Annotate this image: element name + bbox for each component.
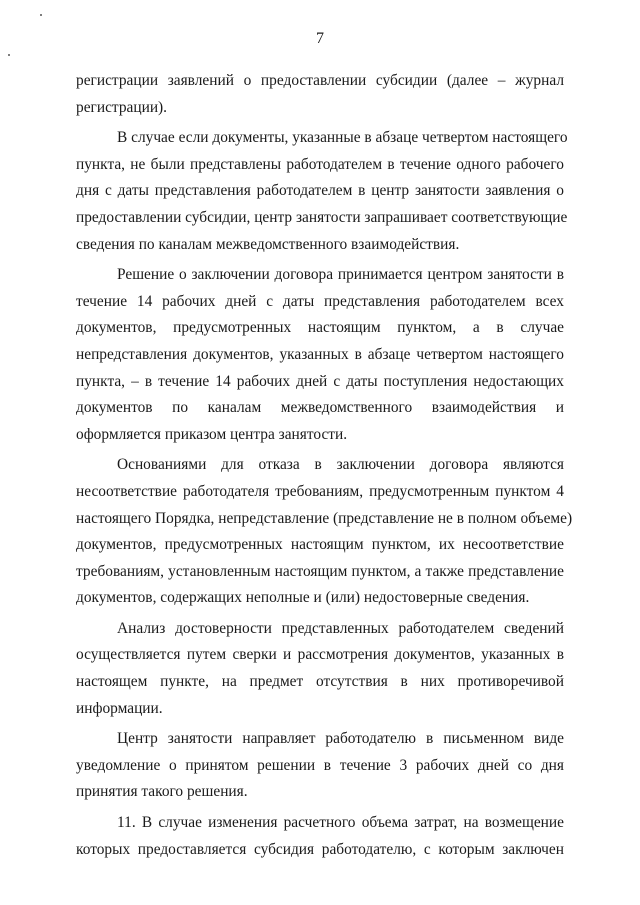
text-line: документов по каналам межведомственного взаимодействия и: [76, 399, 564, 417]
text-line: непредставления документов, указанных в абзаце четвертом настоящего: [76, 345, 564, 363]
text-line: оформляется приказом центра занятости.: [76, 425, 348, 443]
paragraph: [76, 125, 568, 258]
text-line: принятия такого решения.: [76, 783, 248, 801]
text-line: осуществляется путем сверки и рассмотрения документов, указанных в: [76, 646, 564, 664]
page-number: 7: [316, 30, 324, 47]
text-line: сведения по каналам межведомственного взаимодействия.: [76, 235, 460, 253]
text-line: Центр занятости направляет работодателю в письменном виде: [117, 730, 564, 748]
text-line: настоящего Порядка, непредставление (представление не в полном объеме): [76, 509, 573, 527]
text-line: информации.: [76, 699, 163, 717]
text-line: уведомление о принятом решении в течение 3 рабочих дней со дня: [76, 756, 564, 774]
paragraph: [76, 616, 564, 722]
paragraph: [76, 726, 564, 806]
text-line: регистрации).: [76, 98, 168, 116]
text-line: пункта, – в течение 14 рабочих дней с даты поступления недостающих: [76, 372, 564, 390]
text-line: Решение о заключении договора принимается центром занятости в: [117, 266, 564, 284]
text-line: документов, содержащих неполные и (или) недостоверные сведения.: [76, 589, 530, 607]
text-line: пункта, не были представлены работодателем в течение одного рабочего: [76, 155, 564, 173]
text-line: Основаниями для отказа в заключении договора являются: [117, 456, 564, 474]
text-line: несоответствие работодателя требованиям, предусмотренным пунктом 4: [76, 482, 564, 500]
paragraph: [76, 68, 564, 121]
text-line: В случае если документы, указанные в абзаце четвертом настоящего: [117, 129, 568, 147]
text-line: регистрации заявлений о предоставлении субсидии (далее – журнал: [76, 72, 564, 89]
text-line: 11. В случае изменения расчетного объема затрат, на возмещение: [117, 814, 564, 832]
paragraph: [76, 452, 573, 612]
text-line: течение 14 рабочих дней с даты представления работодателем всех: [76, 292, 564, 310]
text-line: дня с даты представления работодателем в центр занятости заявления о: [76, 182, 564, 200]
scan-speck: [8, 54, 10, 56]
text-line: требованиям, установленным настоящим пунктом, а также представление: [76, 562, 564, 580]
text-line: настоящем пункте, на предмет отсутствия в них противоречивой: [76, 673, 564, 691]
document-body: [76, 68, 573, 863]
scan-speck: [40, 14, 42, 16]
text-line: документов, предусмотренных настоящим пунктом, а в случае: [76, 319, 564, 337]
paragraph: [76, 262, 564, 448]
paragraph: [76, 810, 564, 863]
text-line: Анализ достоверности представленных работодателем сведений: [117, 619, 564, 637]
text-line: предоставлении субсидии, центр занятости запрашивает соответствующие: [76, 208, 568, 226]
text-line: которых предоставляется субсидия работодателю, с которым заключен: [76, 840, 564, 858]
text-line: документов, предусмотренных настоящим пунктом, их несоответствие: [76, 536, 564, 554]
